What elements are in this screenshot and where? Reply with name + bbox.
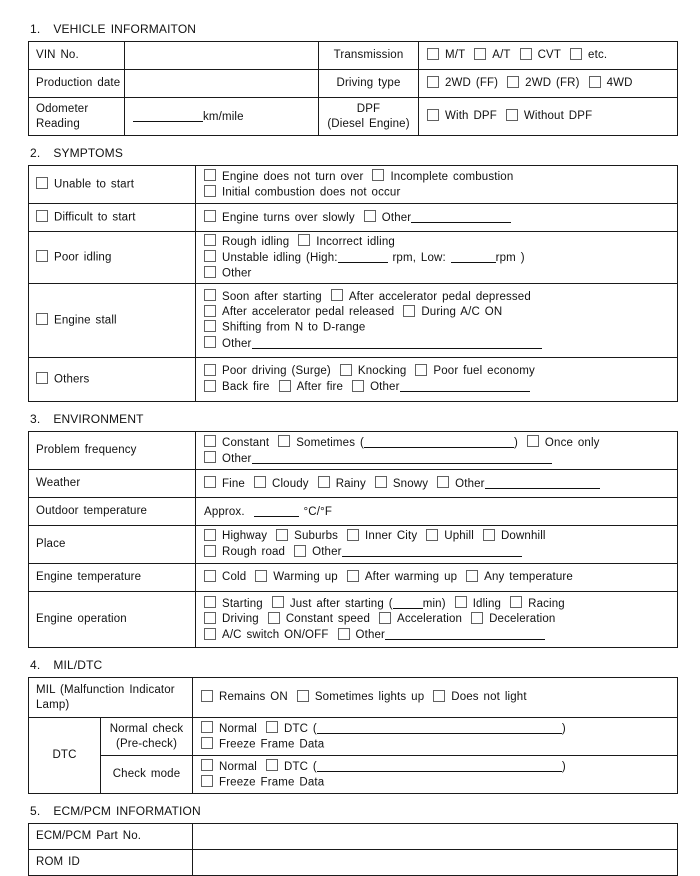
option-label: 2WD (FR) bbox=[525, 77, 580, 90]
section-4-title: MIL/DTC bbox=[53, 658, 103, 672]
table-row bbox=[29, 98, 678, 136]
checkbox-icon[interactable] bbox=[272, 596, 284, 608]
option-label: Remains ON bbox=[219, 691, 288, 704]
option-label: Shifting from N to D-range bbox=[222, 321, 366, 334]
blank-fill-line[interactable] bbox=[411, 210, 511, 223]
section-5-title: ECM/PCM INFORMATION bbox=[53, 804, 201, 818]
mil-label: MIL (Malfunction Indicator Lamp) bbox=[29, 678, 193, 718]
checkbox-icon[interactable] bbox=[427, 109, 439, 121]
table-row bbox=[29, 42, 678, 70]
checkbox-icon[interactable] bbox=[589, 76, 601, 88]
checkbox-icon[interactable] bbox=[204, 545, 216, 557]
checkbox-icon[interactable] bbox=[204, 234, 216, 246]
option-label: Rainy bbox=[335, 477, 366, 490]
place-label: Place bbox=[29, 526, 196, 564]
option-label: Other bbox=[222, 452, 252, 465]
production-date-field[interactable] bbox=[125, 70, 319, 98]
symptom-difficult-to-start-options bbox=[196, 204, 678, 232]
section-1-heading bbox=[30, 22, 678, 37]
table-row bbox=[29, 498, 678, 526]
table-row bbox=[29, 678, 678, 718]
option-label: A/C switch ON/OFF bbox=[222, 629, 329, 642]
outdoor-temperature-label: Outdoor temperature bbox=[29, 498, 196, 526]
checkbox-icon[interactable] bbox=[297, 690, 309, 702]
transmission-label: Transmission bbox=[319, 42, 419, 70]
table-row bbox=[29, 358, 678, 402]
checkbox-icon[interactable] bbox=[318, 476, 330, 488]
option-label: Others bbox=[54, 373, 90, 386]
engine-temperature-options bbox=[196, 564, 678, 592]
option-label: Sometimes ( bbox=[296, 436, 364, 449]
option-label: DTC ( bbox=[283, 722, 317, 735]
engine-temperature-label: Engine temperature bbox=[29, 564, 196, 592]
outdoor-temperature-field[interactable] bbox=[196, 498, 678, 526]
option-label: Difficult to start bbox=[54, 211, 136, 224]
option-label: km/mile bbox=[203, 110, 244, 123]
checkbox-icon[interactable] bbox=[352, 380, 364, 392]
option-label: Soon after starting bbox=[222, 290, 322, 303]
table-row bbox=[29, 850, 678, 876]
blank-fill-line[interactable] bbox=[254, 504, 299, 517]
option-label: Fine bbox=[222, 477, 245, 490]
option-label: Constant speed bbox=[285, 613, 370, 626]
checkbox-icon[interactable] bbox=[433, 690, 445, 702]
symptom-engine-stall-options bbox=[196, 284, 678, 358]
checkbox-icon[interactable] bbox=[204, 476, 216, 488]
checkbox-icon[interactable] bbox=[427, 48, 439, 60]
blank-fill-line[interactable] bbox=[451, 250, 496, 263]
checkbox-icon[interactable] bbox=[279, 380, 291, 392]
checkbox-icon[interactable] bbox=[204, 628, 216, 640]
option-label: Rough idling bbox=[222, 235, 290, 248]
checkbox-icon[interactable] bbox=[507, 76, 519, 88]
option-label: Engine does not turn over bbox=[222, 170, 364, 183]
section-1-number: 1. bbox=[30, 22, 41, 36]
option-label: After fire bbox=[296, 381, 344, 394]
section-5-heading bbox=[30, 804, 678, 819]
option-label: Downhill bbox=[500, 530, 546, 543]
option-label: Knocking bbox=[357, 365, 407, 378]
symptom-unable-to-start-options bbox=[196, 166, 678, 204]
checkbox-icon[interactable] bbox=[204, 380, 216, 392]
checkbox-icon[interactable] bbox=[426, 529, 438, 541]
checkbox-icon[interactable] bbox=[276, 529, 288, 541]
checkbox-icon[interactable] bbox=[372, 169, 384, 181]
option-label: Other bbox=[312, 546, 342, 559]
blank-fill-line[interactable] bbox=[393, 596, 423, 609]
dpf-label bbox=[319, 98, 419, 136]
checkbox-icon[interactable] bbox=[266, 759, 278, 771]
checkbox-icon[interactable] bbox=[201, 690, 213, 702]
option-label: Uphill bbox=[444, 530, 474, 543]
environment-table bbox=[28, 431, 678, 648]
checkbox-icon[interactable] bbox=[204, 169, 216, 181]
checkbox-icon[interactable] bbox=[204, 435, 216, 447]
option-label: rpm ) bbox=[495, 251, 525, 264]
option-label: Poor idling bbox=[54, 251, 112, 264]
checkbox-icon[interactable] bbox=[379, 612, 391, 624]
section-4-heading bbox=[30, 658, 678, 673]
option-label: Other bbox=[355, 629, 386, 642]
section-3-number: 3. bbox=[30, 412, 41, 426]
option-label: °C/°F bbox=[298, 505, 333, 518]
symptom-difficult-to-start bbox=[29, 204, 196, 232]
checkbox-icon[interactable] bbox=[204, 336, 216, 348]
option-label: Suburbs bbox=[294, 530, 339, 543]
production-date-label: Production date bbox=[29, 70, 125, 98]
option-label: Once only bbox=[544, 436, 600, 449]
checkbox-icon[interactable] bbox=[204, 185, 216, 197]
option-label: Cloudy bbox=[271, 477, 309, 490]
option-label: Engine turns over slowly bbox=[222, 211, 355, 224]
checkbox-icon[interactable] bbox=[204, 451, 216, 463]
symptom-others bbox=[29, 358, 196, 402]
option-label: Rough road bbox=[222, 546, 286, 559]
checkbox-icon[interactable] bbox=[201, 775, 213, 787]
blank-fill-line[interactable] bbox=[317, 721, 562, 734]
option-label: During A/C ON bbox=[421, 306, 503, 319]
table-row bbox=[29, 470, 678, 498]
checkbox-icon[interactable] bbox=[520, 48, 532, 60]
option-label: Acceleration bbox=[397, 613, 463, 626]
engine-operation-label: Engine operation bbox=[29, 592, 196, 648]
vin-value-field[interactable] bbox=[125, 42, 319, 70]
checkbox-icon[interactable] bbox=[415, 364, 427, 376]
option-label: Incorrect idling bbox=[316, 235, 395, 248]
checkbox-icon[interactable] bbox=[474, 48, 486, 60]
dpf-options-cell bbox=[419, 98, 678, 136]
section-2-title: SYMPTOMS bbox=[53, 146, 123, 160]
rom-id-field[interactable] bbox=[193, 850, 678, 876]
symptom-engine-stall bbox=[29, 284, 196, 358]
checkbox-icon[interactable] bbox=[331, 289, 343, 301]
option-label: Other bbox=[381, 211, 412, 224]
blank-fill-line[interactable] bbox=[338, 250, 388, 263]
checkbox-icon[interactable] bbox=[255, 570, 267, 582]
symptoms-table bbox=[28, 165, 678, 402]
option-label: Snowy bbox=[392, 477, 429, 490]
option-label: ) bbox=[561, 722, 566, 735]
checkbox-icon[interactable] bbox=[483, 529, 495, 541]
dtc-check-mode-options bbox=[193, 756, 678, 794]
option-label: Poor fuel economy bbox=[433, 365, 535, 378]
checkbox-icon[interactable] bbox=[278, 435, 290, 447]
option-label: ) bbox=[561, 760, 566, 773]
option-label: Normal bbox=[219, 760, 257, 773]
checkbox-icon[interactable] bbox=[527, 435, 539, 447]
option-label: Back fire bbox=[222, 381, 270, 394]
dtc-check-mode-label: Check mode bbox=[101, 756, 193, 794]
checkbox-icon[interactable] bbox=[570, 48, 582, 60]
checkbox-icon[interactable] bbox=[204, 596, 216, 608]
blank-fill-line[interactable] bbox=[133, 109, 203, 122]
option-label: Freeze Frame Data bbox=[219, 776, 325, 789]
blank-fill-line[interactable] bbox=[385, 627, 545, 640]
option-label: Highway bbox=[222, 530, 268, 543]
checkbox-icon[interactable] bbox=[204, 612, 216, 624]
engine-operation-options bbox=[196, 592, 678, 648]
mil-options bbox=[193, 678, 678, 718]
checkbox-icon[interactable] bbox=[204, 529, 216, 541]
dtc-label: DTC bbox=[29, 718, 101, 794]
option-label: After accelerator pedal depressed bbox=[348, 290, 531, 303]
blank-fill-line[interactable] bbox=[252, 451, 552, 464]
symptom-unable-to-start bbox=[29, 166, 196, 204]
checkbox-icon[interactable] bbox=[266, 721, 278, 733]
option-label: Inner City bbox=[365, 530, 418, 543]
option-label: Sometimes lights up bbox=[314, 691, 425, 704]
table-row bbox=[29, 166, 678, 204]
option-label: Starting bbox=[222, 597, 263, 610]
table-row bbox=[29, 756, 678, 794]
checkbox-icon[interactable] bbox=[347, 529, 359, 541]
option-label: CVT bbox=[537, 49, 562, 62]
option-label: Approx. bbox=[204, 505, 245, 518]
option-label: Racing bbox=[528, 597, 565, 610]
dtc-normal-check-options bbox=[193, 718, 678, 756]
table-row bbox=[29, 232, 678, 284]
option-label: Freeze Frame Data bbox=[219, 738, 325, 751]
option-label: Cold bbox=[222, 571, 247, 584]
table-row bbox=[29, 284, 678, 358]
option-label: Engine stall bbox=[54, 314, 117, 327]
checkbox-icon[interactable] bbox=[338, 628, 350, 640]
table-row bbox=[29, 718, 678, 756]
checkbox-icon[interactable] bbox=[204, 210, 216, 222]
checkbox-icon[interactable] bbox=[466, 570, 478, 582]
option-label: 4WD bbox=[606, 77, 633, 90]
checkbox-icon[interactable] bbox=[427, 76, 439, 88]
odometer-label: Odometer Reading bbox=[29, 98, 125, 136]
symptom-poor-idling bbox=[29, 232, 196, 284]
option-label: DTC ( bbox=[283, 760, 317, 773]
checkbox-icon[interactable] bbox=[204, 320, 216, 332]
section-5-number: 5. bbox=[30, 804, 41, 818]
checkbox-icon[interactable] bbox=[201, 759, 213, 771]
table-row bbox=[29, 432, 678, 470]
checkbox-icon[interactable] bbox=[510, 596, 522, 608]
section-2-heading bbox=[30, 146, 678, 161]
option-label: ) bbox=[513, 436, 518, 449]
ecm-pcm-information-table bbox=[28, 823, 678, 876]
option-label: Other bbox=[222, 337, 252, 350]
checkbox-icon[interactable] bbox=[437, 476, 449, 488]
blank-fill-line[interactable] bbox=[485, 476, 600, 489]
table-row bbox=[29, 564, 678, 592]
dpf-label-line2: (Diesel Engine) bbox=[327, 117, 410, 130]
option-label: After accelerator pedal released bbox=[222, 306, 395, 319]
option-label: Any temperature bbox=[484, 571, 573, 584]
blank-fill-line[interactable] bbox=[317, 759, 562, 772]
checkbox-icon[interactable] bbox=[204, 266, 216, 278]
blank-fill-line[interactable] bbox=[364, 435, 514, 448]
blank-fill-line[interactable] bbox=[342, 544, 522, 557]
checkbox-icon[interactable] bbox=[455, 596, 467, 608]
checkbox-icon[interactable] bbox=[254, 476, 266, 488]
checkbox-icon[interactable] bbox=[340, 364, 352, 376]
option-label: Other bbox=[455, 477, 485, 490]
dpf-label-line1: DPF bbox=[356, 102, 381, 115]
checkbox-icon[interactable] bbox=[375, 476, 387, 488]
checkbox-icon[interactable] bbox=[347, 570, 359, 582]
section-1-title: VEHICLE INFORMAITON bbox=[53, 22, 197, 36]
option-label: etc. bbox=[588, 49, 608, 62]
checkbox-icon[interactable] bbox=[403, 305, 415, 317]
option-label: Idling bbox=[472, 597, 502, 610]
symptom-others-options bbox=[196, 358, 678, 402]
driving-type-label: Driving type bbox=[319, 70, 419, 98]
problem-frequency-options bbox=[196, 432, 678, 470]
checkbox-icon[interactable] bbox=[204, 305, 216, 317]
checkbox-icon[interactable] bbox=[268, 612, 280, 624]
option-label: M/T bbox=[445, 49, 466, 62]
driving-type-options-cell bbox=[419, 70, 678, 98]
weather-options bbox=[196, 470, 678, 498]
option-label: Driving bbox=[222, 613, 259, 626]
transmission-options-cell bbox=[419, 42, 678, 70]
option-label: Warming up bbox=[273, 571, 338, 584]
symptom-poor-idling-options bbox=[196, 232, 678, 284]
place-options bbox=[196, 526, 678, 564]
option-label: Constant bbox=[222, 436, 270, 449]
vehicle-information-table bbox=[28, 41, 678, 136]
option-label: A/T bbox=[492, 49, 511, 62]
section-3-title: ENVIRONMENT bbox=[53, 412, 144, 426]
problem-frequency-label: Problem frequency bbox=[29, 432, 196, 470]
option-label: Just after starting ( bbox=[289, 597, 393, 610]
option-label: Other bbox=[370, 381, 400, 394]
checkbox-icon[interactable] bbox=[201, 737, 213, 749]
option-label: After warming up bbox=[364, 571, 458, 584]
section-3-heading bbox=[30, 412, 678, 427]
weather-label: Weather bbox=[29, 470, 196, 498]
checkbox-icon[interactable] bbox=[204, 250, 216, 262]
rom-id-label: ROM ID bbox=[29, 850, 193, 876]
checkbox-icon[interactable] bbox=[36, 313, 48, 325]
section-4-number: 4. bbox=[30, 658, 41, 672]
checkbox-icon[interactable] bbox=[36, 250, 48, 262]
option-label: Unstable idling (High: bbox=[222, 251, 338, 264]
mil-dtc-table bbox=[28, 677, 678, 794]
blank-fill-line[interactable] bbox=[400, 379, 530, 392]
option-label: Deceleration bbox=[489, 613, 556, 626]
checkbox-icon[interactable] bbox=[204, 570, 216, 582]
option-label: Without DPF bbox=[523, 110, 593, 123]
checkbox-icon[interactable] bbox=[36, 372, 48, 384]
checkbox-icon[interactable] bbox=[364, 210, 376, 222]
table-row bbox=[29, 592, 678, 648]
checkbox-icon[interactable] bbox=[36, 210, 48, 222]
option-label: Incomplete combustion bbox=[390, 170, 514, 183]
option-label: rpm, Low: bbox=[387, 251, 451, 264]
option-label: Normal bbox=[219, 722, 257, 735]
option-label: Other bbox=[222, 267, 252, 279]
option-label: 2WD (FF) bbox=[445, 77, 499, 90]
checkbox-icon[interactable] bbox=[298, 234, 310, 246]
option-label: Does not light bbox=[451, 691, 527, 704]
checkbox-icon[interactable] bbox=[201, 721, 213, 733]
odometer-value-field[interactable] bbox=[125, 98, 319, 136]
option-label: Initial combustion does not occur bbox=[222, 186, 401, 198]
checkbox-icon[interactable] bbox=[36, 177, 48, 189]
checkbox-icon[interactable] bbox=[294, 545, 306, 557]
option-label: With DPF bbox=[445, 110, 497, 123]
ecm-pcm-part-no-label: ECM/PCM Part No. bbox=[29, 824, 193, 850]
option-label: min) bbox=[422, 597, 446, 610]
dtc-normal-check-label: Normal check (Pre-check) bbox=[101, 718, 193, 756]
option-label: Poor driving (Surge) bbox=[222, 365, 331, 378]
blank-fill-line[interactable] bbox=[252, 336, 542, 349]
checkbox-icon[interactable] bbox=[204, 289, 216, 301]
table-row bbox=[29, 70, 678, 98]
checkbox-icon[interactable] bbox=[471, 612, 483, 624]
checkbox-icon[interactable] bbox=[204, 364, 216, 376]
checkbox-icon[interactable] bbox=[506, 109, 518, 121]
vin-label: VIN No. bbox=[29, 42, 125, 70]
option-label: Unable to start bbox=[54, 178, 135, 191]
section-2-number: 2. bbox=[30, 146, 41, 160]
table-row bbox=[29, 204, 678, 232]
table-row bbox=[29, 526, 678, 564]
